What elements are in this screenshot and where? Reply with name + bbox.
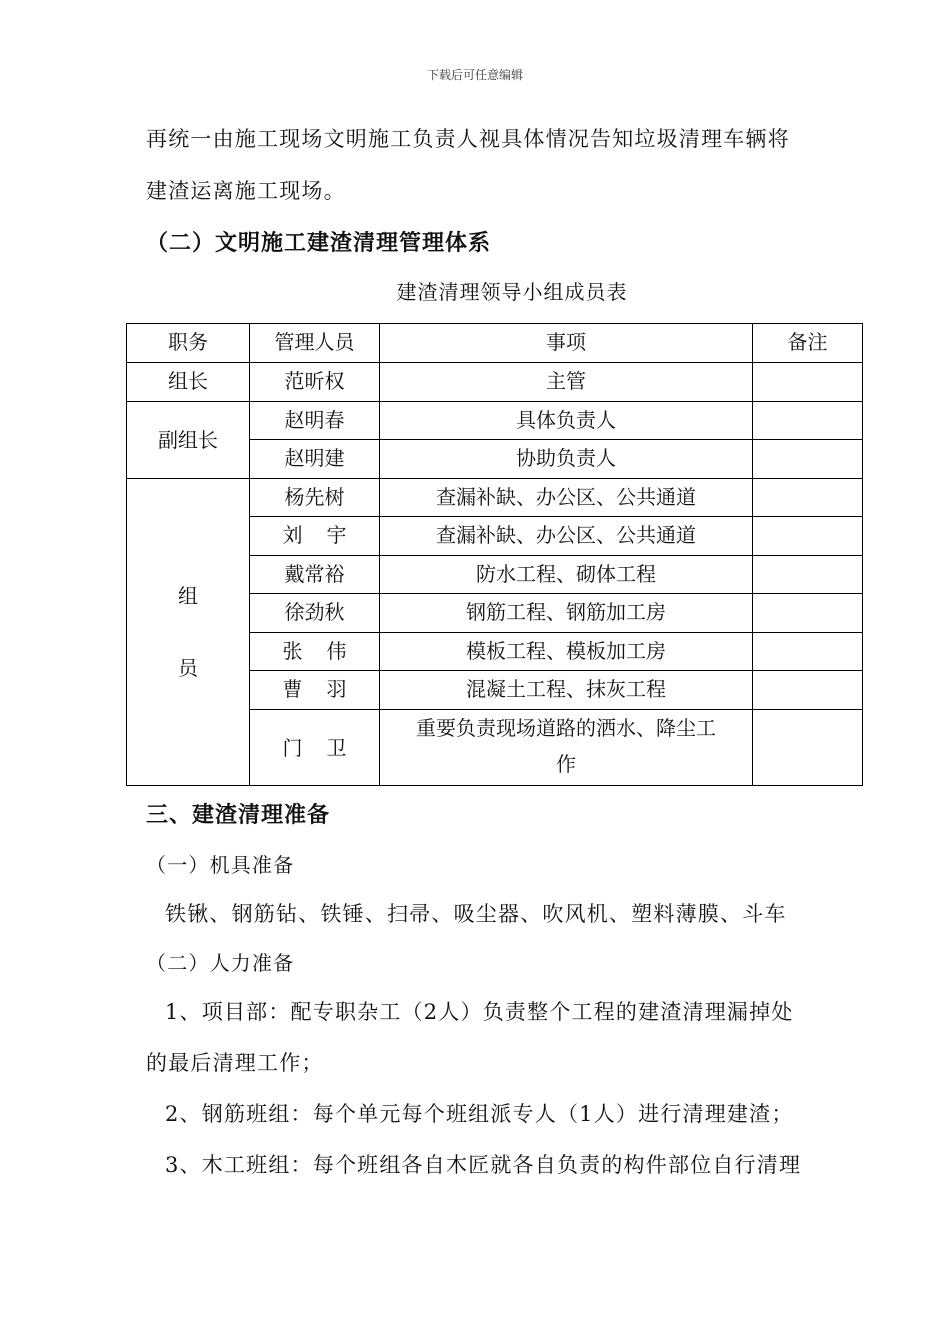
task-cell: 具体负责人 bbox=[380, 402, 753, 440]
table-caption: 建渣清理领导小组成员表 bbox=[396, 280, 628, 304]
note-cell bbox=[753, 633, 863, 671]
note-cell bbox=[753, 479, 863, 517]
name-cell: 范昕权 bbox=[250, 363, 380, 402]
note-cell bbox=[753, 402, 863, 440]
section-heading: （二）文明施工建渣清理管理体系 bbox=[146, 230, 492, 256]
task-cell: 查漏补缺、办公区、公共通道 bbox=[380, 479, 753, 517]
header-cell: 职务 bbox=[127, 324, 250, 363]
header-cell: 事项 bbox=[380, 324, 753, 363]
task-cell: 混凝土工程、抹灰工程 bbox=[380, 671, 753, 710]
table-row bbox=[127, 479, 863, 517]
name-cell: 杨先树 bbox=[250, 479, 380, 517]
role-cell: 副组长 bbox=[127, 402, 250, 479]
role-cell bbox=[127, 479, 250, 786]
subsection-heading: （二）人力准备 bbox=[146, 951, 295, 975]
role-char: 员 bbox=[178, 656, 198, 680]
members-table bbox=[126, 323, 863, 786]
note-cell bbox=[753, 440, 863, 479]
list-item: 2、钢筋班组：每个单元每个班组派专人（1人）进行清理建渣； bbox=[165, 1102, 794, 1126]
table-header-row bbox=[127, 324, 863, 363]
name-cell bbox=[250, 710, 380, 786]
header-cell: 管理人员 bbox=[250, 324, 380, 363]
role-vertical-label bbox=[178, 560, 198, 704]
table-row bbox=[127, 363, 863, 402]
note-cell bbox=[753, 363, 863, 402]
name-text: 曹羽 bbox=[282, 677, 371, 701]
role-cell: 组长 bbox=[127, 363, 250, 402]
table-row bbox=[127, 402, 863, 440]
name-text: 刘宇 bbox=[282, 523, 371, 547]
task-cell: 协助负责人 bbox=[380, 440, 753, 479]
task-cell: 钢筋工程、钢筋加工房 bbox=[380, 594, 753, 633]
task-line: 重要负责现场道路的洒水、降尘工 bbox=[416, 716, 716, 740]
name-cell: 赵明春 bbox=[250, 402, 380, 440]
page-header-note: 下载后可任意编辑 bbox=[426, 68, 523, 82]
name-cell bbox=[250, 671, 380, 710]
task-cell: 防水工程、砌体工程 bbox=[380, 556, 753, 594]
list-item: 1、项目部：配专职杂工（2人）负责整个工程的建渣清理漏掉处 bbox=[165, 1000, 794, 1024]
name-cell bbox=[250, 517, 380, 556]
list-item: 3、木工班组：每个班组各自木匠就各自负责的构件部位自行清理 bbox=[165, 1153, 802, 1177]
note-cell bbox=[753, 594, 863, 633]
note-cell bbox=[753, 556, 863, 594]
subsection-heading: （一）机具准备 bbox=[146, 853, 295, 877]
task-cell: 主管 bbox=[380, 363, 753, 402]
note-cell bbox=[753, 671, 863, 710]
name-text: 门卫 bbox=[282, 735, 371, 760]
role-char: 组 bbox=[178, 584, 198, 608]
paragraph-line: 再统一由施工现场文明施工负责人视具体情况告知垃圾清理车辆将 bbox=[146, 127, 790, 151]
note-cell bbox=[753, 710, 863, 786]
name-cell: 戴常裕 bbox=[250, 556, 380, 594]
task-cell: 查漏补缺、办公区、公共通道 bbox=[380, 517, 753, 556]
header-cell: 备注 bbox=[753, 324, 863, 363]
name-cell: 徐劲秋 bbox=[250, 594, 380, 633]
task-cell bbox=[380, 710, 753, 786]
task-cell: 模板工程、模板加工房 bbox=[380, 633, 753, 671]
task-line: 作 bbox=[556, 752, 576, 776]
name-cell: 赵明建 bbox=[250, 440, 380, 479]
section-heading: 三、建渣清理准备 bbox=[146, 802, 331, 828]
paragraph-line: 建渣运离施工现场。 bbox=[146, 179, 346, 203]
list-item-continuation: 的最后清理工作； bbox=[146, 1051, 324, 1075]
note-cell bbox=[753, 517, 863, 556]
name-text: 张伟 bbox=[282, 639, 371, 663]
tools-list: 铁锹、钢筋钻、铁锤、扫帚、吸尘器、吹风机、塑料薄膜、斗车 bbox=[165, 902, 787, 926]
name-cell bbox=[250, 633, 380, 671]
